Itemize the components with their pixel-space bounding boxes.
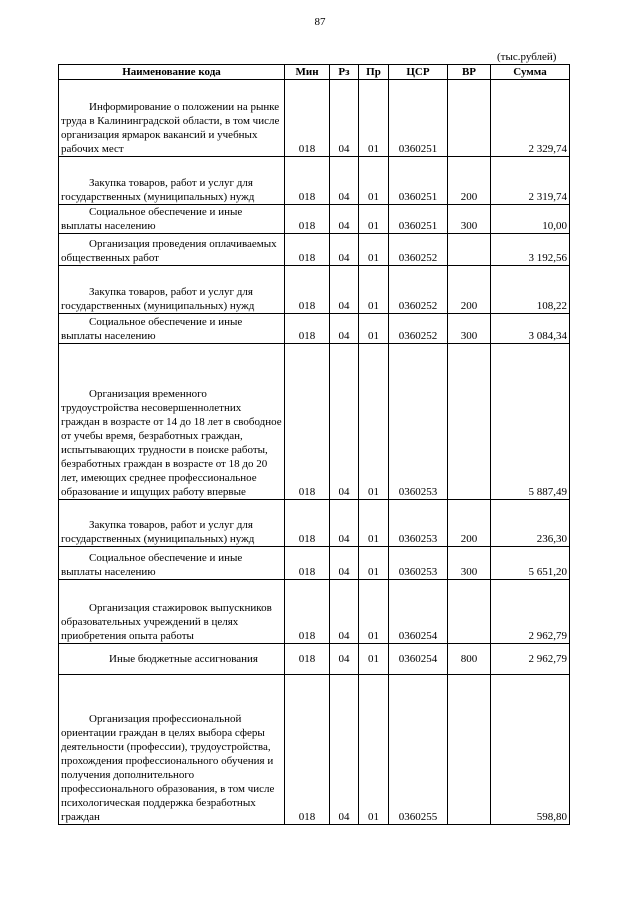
row-sum: 2 962,79 bbox=[491, 644, 570, 675]
row-min: 018 bbox=[285, 675, 330, 825]
row-min: 018 bbox=[285, 266, 330, 314]
row-rz: 04 bbox=[330, 500, 359, 547]
row-rz: 04 bbox=[330, 675, 359, 825]
budget-table bbox=[58, 64, 570, 825]
header-pr: Пр bbox=[359, 65, 389, 80]
row-csr: 0360253 bbox=[389, 344, 448, 500]
row-csr: 0360252 bbox=[389, 314, 448, 344]
row-min: 018 bbox=[285, 314, 330, 344]
row-min: 018 bbox=[285, 344, 330, 500]
row-rz: 04 bbox=[330, 314, 359, 344]
row-min: 018 bbox=[285, 500, 330, 547]
row-vr bbox=[448, 675, 491, 825]
row-min: 018 bbox=[285, 205, 330, 234]
row-rz: 04 bbox=[330, 266, 359, 314]
row-sum: 598,80 bbox=[491, 675, 570, 825]
row-min: 018 bbox=[285, 80, 330, 157]
row-csr: 0360251 bbox=[389, 205, 448, 234]
row-vr bbox=[448, 234, 491, 266]
table-row bbox=[59, 234, 570, 266]
row-vr bbox=[448, 580, 491, 644]
row-sum: 2 329,74 bbox=[491, 80, 570, 157]
header-vr: ВР bbox=[448, 65, 491, 80]
row-pr: 01 bbox=[359, 580, 389, 644]
row-csr: 0360255 bbox=[389, 675, 448, 825]
row-vr: 200 bbox=[448, 157, 491, 205]
row-min: 018 bbox=[285, 157, 330, 205]
row-name: Организация профессиональной ориентации граждан в целях выбора сферы деятельности (профессии), трудоустройства, прохождения профессионального обучения и получения дополнительного профессионального образования, в том числе психологическая поддержка безработных граждан bbox=[59, 675, 285, 825]
table-row bbox=[59, 314, 570, 344]
row-sum: 236,30 bbox=[491, 500, 570, 547]
row-csr: 0360252 bbox=[389, 266, 448, 314]
units-label: (тыс.рублей) bbox=[497, 51, 557, 63]
row-sum: 10,00 bbox=[491, 205, 570, 234]
row-name: Организация проведения оплачиваемых общественных работ bbox=[59, 234, 285, 266]
row-rz: 04 bbox=[330, 80, 359, 157]
row-pr: 01 bbox=[359, 675, 389, 825]
row-pr: 01 bbox=[359, 157, 389, 205]
row-csr: 0360254 bbox=[389, 580, 448, 644]
header-sum: Сумма bbox=[491, 65, 570, 80]
row-rz: 04 bbox=[330, 547, 359, 580]
table-row bbox=[59, 266, 570, 314]
row-csr: 0360251 bbox=[389, 80, 448, 157]
row-name: Иные бюджетные ассигнования bbox=[59, 644, 285, 675]
header-name: Наименование кода bbox=[59, 65, 285, 80]
table-row bbox=[59, 344, 570, 500]
row-sum: 2 319,74 bbox=[491, 157, 570, 205]
page-number: 87 bbox=[314, 16, 326, 28]
row-pr: 01 bbox=[359, 547, 389, 580]
row-vr: 200 bbox=[448, 500, 491, 547]
row-sum: 5 887,49 bbox=[491, 344, 570, 500]
row-csr: 0360251 bbox=[389, 157, 448, 205]
row-pr: 01 bbox=[359, 344, 389, 500]
table-row bbox=[59, 80, 570, 157]
row-csr: 0360253 bbox=[389, 500, 448, 547]
table-row bbox=[59, 675, 570, 825]
row-pr: 01 bbox=[359, 500, 389, 547]
row-pr: 01 bbox=[359, 644, 389, 675]
table-row bbox=[59, 547, 570, 580]
row-sum: 5 651,20 bbox=[491, 547, 570, 580]
row-vr: 300 bbox=[448, 547, 491, 580]
row-vr: 200 bbox=[448, 266, 491, 314]
row-pr: 01 bbox=[359, 266, 389, 314]
row-sum: 2 962,79 bbox=[491, 580, 570, 644]
row-pr: 01 bbox=[359, 314, 389, 344]
row-sum: 3 084,34 bbox=[491, 314, 570, 344]
row-min: 018 bbox=[285, 644, 330, 675]
row-min: 018 bbox=[285, 547, 330, 580]
row-sum: 3 192,56 bbox=[491, 234, 570, 266]
row-min: 018 bbox=[285, 234, 330, 266]
row-rz: 04 bbox=[330, 644, 359, 675]
header-rz: Рз bbox=[330, 65, 359, 80]
row-name: Социальное обеспечение и иные выплаты населению bbox=[59, 205, 285, 234]
row-vr: 300 bbox=[448, 205, 491, 234]
row-vr bbox=[448, 80, 491, 157]
row-sum: 108,22 bbox=[491, 266, 570, 314]
row-name: Социальное обеспечение и иные выплаты населению bbox=[59, 547, 285, 580]
header-min: Мин bbox=[285, 65, 330, 80]
table-header-row bbox=[59, 65, 570, 80]
table-row bbox=[59, 644, 570, 675]
header-csr: ЦСР bbox=[389, 65, 448, 80]
row-csr: 0360252 bbox=[389, 234, 448, 266]
table-row bbox=[59, 205, 570, 234]
row-name: Организация временного трудоустройства несовершеннолетних граждан в возрасте от 14 до 18 лет в свободное от учебы время, безработных граждан, испытывающих трудности в поиске работы, безработных граждан в возрасте от 18 до 20 лет, имеющих среднее профессиональное образование и ищущих работу впервые bbox=[59, 344, 285, 500]
row-pr: 01 bbox=[359, 80, 389, 157]
row-vr bbox=[448, 344, 491, 500]
row-csr: 0360253 bbox=[389, 547, 448, 580]
row-name: Социальное обеспечение и иные выплаты населению bbox=[59, 314, 285, 344]
row-pr: 01 bbox=[359, 234, 389, 266]
row-csr: 0360254 bbox=[389, 644, 448, 675]
row-name: Организация стажировок выпускников образовательных учреждений в целях приобретения опыта работы bbox=[59, 580, 285, 644]
row-vr: 300 bbox=[448, 314, 491, 344]
row-min: 018 bbox=[285, 580, 330, 644]
row-rz: 04 bbox=[330, 344, 359, 500]
table-row bbox=[59, 500, 570, 547]
row-name: Закупка товаров, работ и услуг для государственных (муниципальных) нужд bbox=[59, 266, 285, 314]
row-vr: 800 bbox=[448, 644, 491, 675]
row-name: Информирование о положении на рынке труда в Калининградской области, в том числе организация ярмарок вакансий и учебных рабочих мест bbox=[59, 80, 285, 157]
table-row bbox=[59, 580, 570, 644]
row-rz: 04 bbox=[330, 205, 359, 234]
row-name: Закупка товаров, работ и услуг для государственных (муниципальных) нужд bbox=[59, 157, 285, 205]
row-name: Закупка товаров, работ и услуг для государственных (муниципальных) нужд bbox=[59, 500, 285, 547]
row-rz: 04 bbox=[330, 157, 359, 205]
row-pr: 01 bbox=[359, 205, 389, 234]
table-row bbox=[59, 157, 570, 205]
row-rz: 04 bbox=[330, 580, 359, 644]
row-rz: 04 bbox=[330, 234, 359, 266]
